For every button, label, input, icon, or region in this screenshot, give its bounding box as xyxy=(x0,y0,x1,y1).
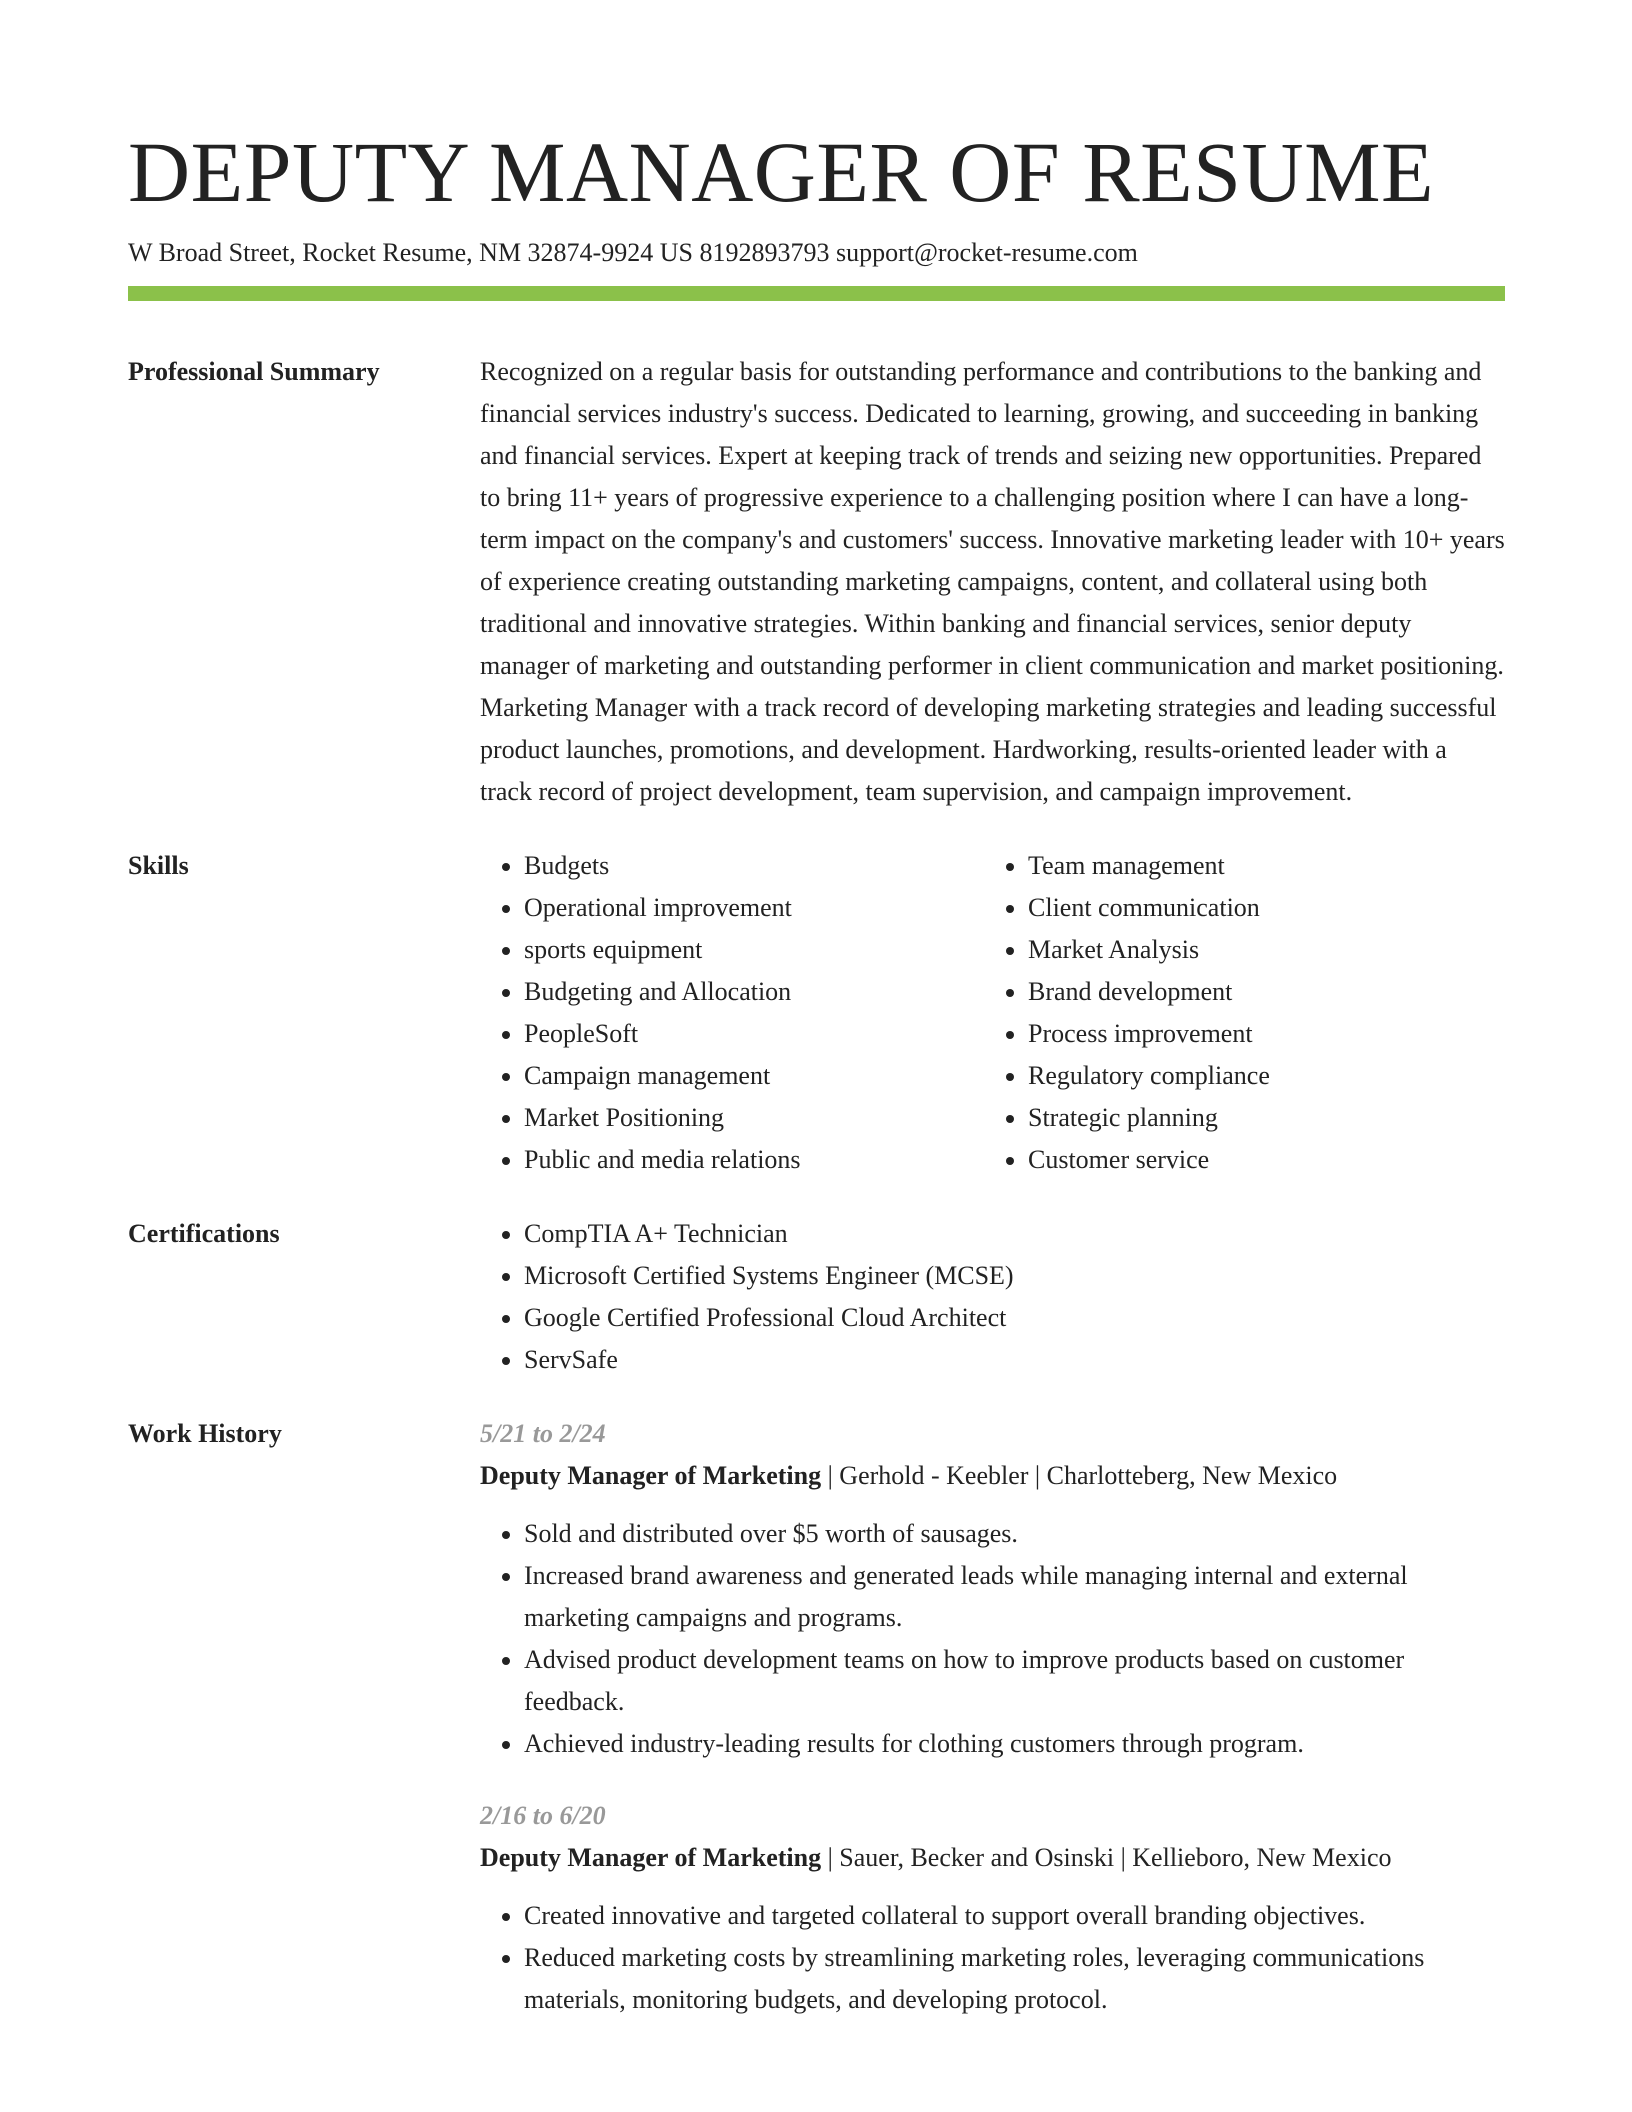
skill-item: • Strategic planning xyxy=(1028,1097,1488,1139)
section-label-skills: Skills xyxy=(128,851,189,880)
skill-item: • Market Positioning xyxy=(524,1097,984,1139)
certifications-body xyxy=(480,1213,1505,1381)
skill-item: • Campaign management xyxy=(524,1055,984,1097)
skills-column-left xyxy=(480,845,984,1181)
skills-list-right xyxy=(984,845,1488,1181)
section-label-summary: Professional Summary xyxy=(128,357,380,386)
skill-item: • Customer service xyxy=(1028,1139,1488,1181)
job-title-line xyxy=(480,1837,1505,1879)
skill-item: • Budgets xyxy=(524,845,984,887)
job-dates: 5/21 to 2/24 xyxy=(480,1419,606,1448)
skill-item: • sports equipment xyxy=(524,929,984,971)
job-employer-location: | Sauer, Becker and Osinski | Kellieboro, New Mexico xyxy=(821,1843,1392,1872)
certification-item: • Microsoft Certified Systems Engineer (MCSE) xyxy=(524,1255,1505,1297)
resume-page xyxy=(128,0,1505,2051)
certification-item: • CompTIA A+ Technician xyxy=(524,1213,1505,1255)
job-dates: 2/16 to 6/20 xyxy=(480,1801,606,1830)
job-bullet: • Advised product development teams on how to improve products based on customer feedback. xyxy=(524,1639,1505,1723)
skill-item: • Brand development xyxy=(1028,971,1488,1013)
job-entry xyxy=(480,1413,1505,1765)
section-label-work-history: Work History xyxy=(128,1419,282,1448)
job-bullets xyxy=(480,1895,1505,2021)
summary-text: Recognized on a regular basis for outstanding performance and contributions to the banking and financial services industry's success. Dedicated to learning, growing, and succeeding in banking and financial services. Expert at keeping track of trends and seizing new opportunities. Prepared to bring 11+ years of progressive experience to a challenging position where I can have a long-term impact on the company's and customers' success. Innovative marketing leader with 10+ years of experience creating outstanding marketing campaigns, content, and collateral using both traditional and innovative strategies. Within banking and financial services, senior deputy manager of marketing and outstanding performer in client communication and market positioning. Marketing Manager with a track record of developing marketing strategies and leading successful product launches, promotions, and development. Hardworking, results-oriented leader with a track record of project development, team supervision, and campaign improvement. xyxy=(480,357,1505,806)
skill-item: • Operational improvement xyxy=(524,887,984,929)
job-entry xyxy=(480,1795,1505,2021)
skill-item: • Client communication xyxy=(1028,887,1488,929)
summary-section xyxy=(128,351,1505,813)
skill-item: • Team management xyxy=(1028,845,1488,887)
work-history-section xyxy=(128,1413,1505,2051)
skill-item: • PeopleSoft xyxy=(524,1013,984,1055)
contact-info: W Broad Street, Rocket Resume, NM 32874-9924 US 8192893793 support@rocket-resume.com xyxy=(128,238,1138,267)
job-bullet: • Sold and distributed over $5 worth of sausages. xyxy=(524,1513,1505,1555)
skill-item: • Process improvement xyxy=(1028,1013,1488,1055)
header-accent-rule xyxy=(128,286,1505,301)
job-bullet: • Achieved industry-leading results for clothing customers through program. xyxy=(524,1723,1505,1765)
section-label-certifications: Certifications xyxy=(128,1219,280,1248)
job-bullet: • Created innovative and targeted collateral to support overall branding objectives. xyxy=(524,1895,1505,1937)
job-bullets xyxy=(480,1513,1505,1765)
job-title: Deputy Manager of Marketing xyxy=(480,1843,822,1872)
certifications-section xyxy=(128,1213,1505,1381)
skills-columns xyxy=(480,845,1505,1181)
job-title-line xyxy=(480,1455,1505,1497)
job-employer-location: | Gerhold - Keebler | Charlotteberg, New Mexico xyxy=(821,1461,1338,1490)
skill-item: • Budgeting and Allocation xyxy=(524,971,984,1013)
skill-item: • Market Analysis xyxy=(1028,929,1488,971)
certification-item: • ServSafe xyxy=(524,1339,1505,1381)
work-history-body xyxy=(480,1413,1505,2051)
job-title: Deputy Manager of Marketing xyxy=(480,1461,822,1490)
skill-item: • Public and media relations xyxy=(524,1139,984,1181)
job-bullet: • Reduced marketing costs by streamlining marketing roles, leveraging communications materials, monitoring budgets, and developing protocol. xyxy=(524,1937,1505,2021)
job-bullet: • Increased brand awareness and generated leads while managing internal and external marketing campaigns and programs. xyxy=(524,1555,1505,1639)
certification-item: • Google Certified Professional Cloud Architect xyxy=(524,1297,1505,1339)
skill-item: • Regulatory compliance xyxy=(1028,1055,1488,1097)
certifications-list xyxy=(480,1213,1505,1381)
skills-list-left xyxy=(480,845,984,1181)
skills-column-right xyxy=(984,845,1488,1181)
resume-name: DEPUTY MANAGER OF RESUME xyxy=(128,124,1435,220)
skills-section xyxy=(128,845,1505,1181)
